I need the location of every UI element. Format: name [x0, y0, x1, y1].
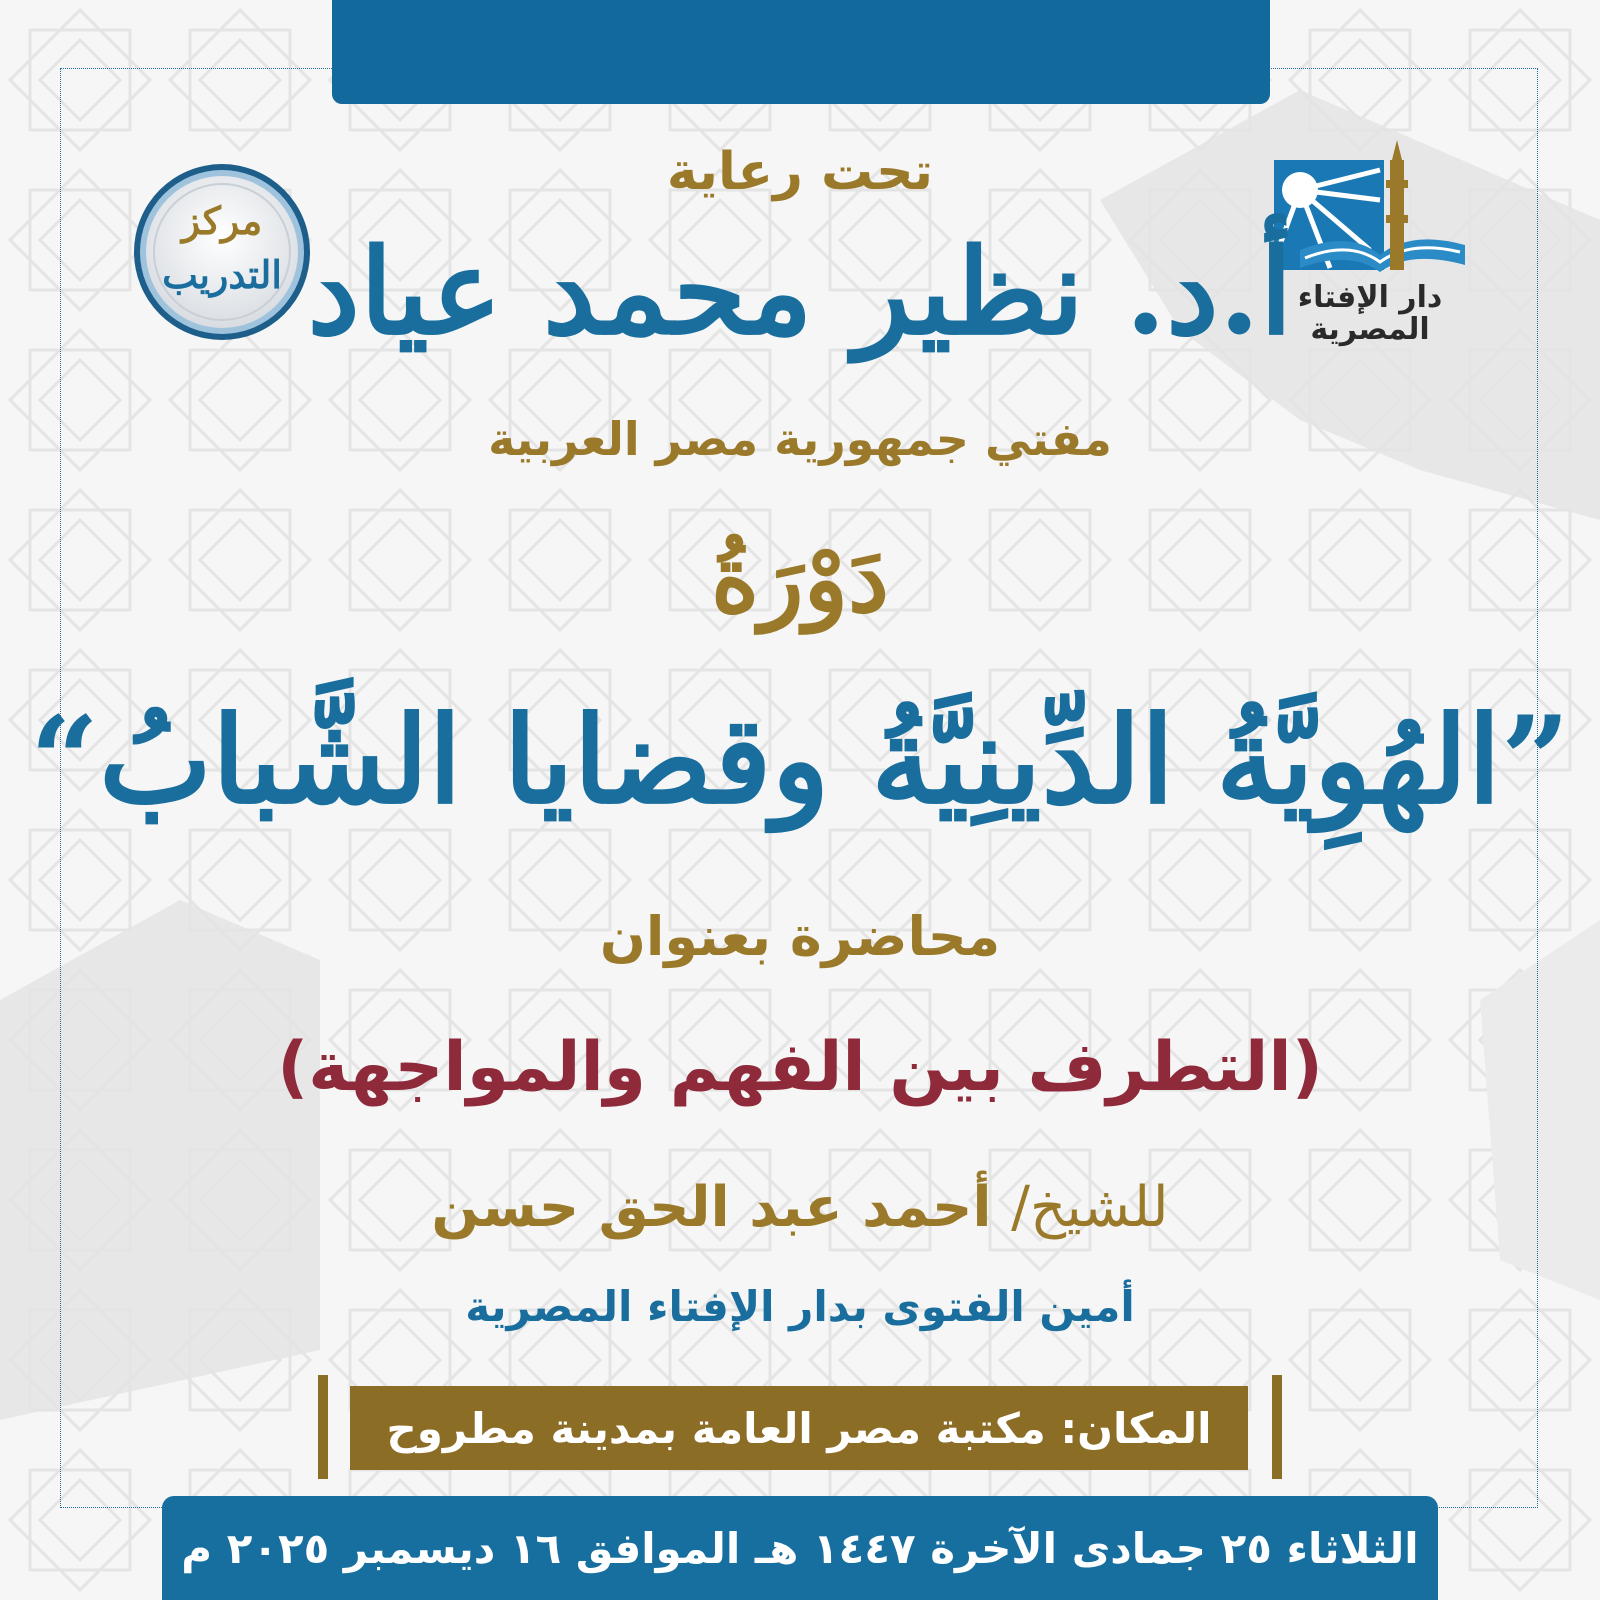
speaker-prefix: للشيخ/ — [1011, 1175, 1169, 1240]
speaker-line — [0, 1175, 1600, 1240]
lecture-title: (التطرف بين الفهم والمواجهة) — [277, 1028, 1323, 1107]
dar-al-ifta-line1: دار الإفتاء — [1297, 280, 1443, 315]
course-title: ”الهُوِيَّةُ الدِّينِيَّةُ وقضايا الشَّبابُ“ — [30, 690, 1570, 831]
under-patronage-label: تحت رعاية — [666, 142, 934, 202]
training-center-line1: مركز — [181, 198, 263, 243]
training-center-line2: التدريب — [162, 252, 282, 297]
place-text: المكان: مكتبة مصر العامة بمدينة مطروح — [386, 1403, 1212, 1453]
course-label: دَوْرَةُ — [710, 525, 890, 633]
date-text: الثلاثاء ٢٥ جمادى الآخرة ١٤٤٧ هـ الموافق ١٦ ديسمبر ٢٠٢٥ م — [181, 1523, 1419, 1573]
speaker-role: أمين الفتوى بدار الإفتاء المصرية — [465, 1282, 1135, 1331]
date-bar — [162, 1496, 1438, 1600]
mufti-name: أ.د. نظير محمد عياد — [307, 222, 1293, 361]
dar-al-ifta-line2: المصرية — [1310, 312, 1430, 347]
place-box — [350, 1386, 1248, 1470]
place-box-edge-right — [1272, 1375, 1282, 1479]
speaker-name: أحمد عبد الحق حسن — [431, 1175, 992, 1240]
place-box-edge-left — [318, 1375, 328, 1479]
top-bar — [332, 0, 1270, 104]
lecture-label: محاضرة بعنوان — [599, 905, 1001, 968]
mufti-title: مفتي جمهورية مصر العربية — [488, 412, 1112, 466]
